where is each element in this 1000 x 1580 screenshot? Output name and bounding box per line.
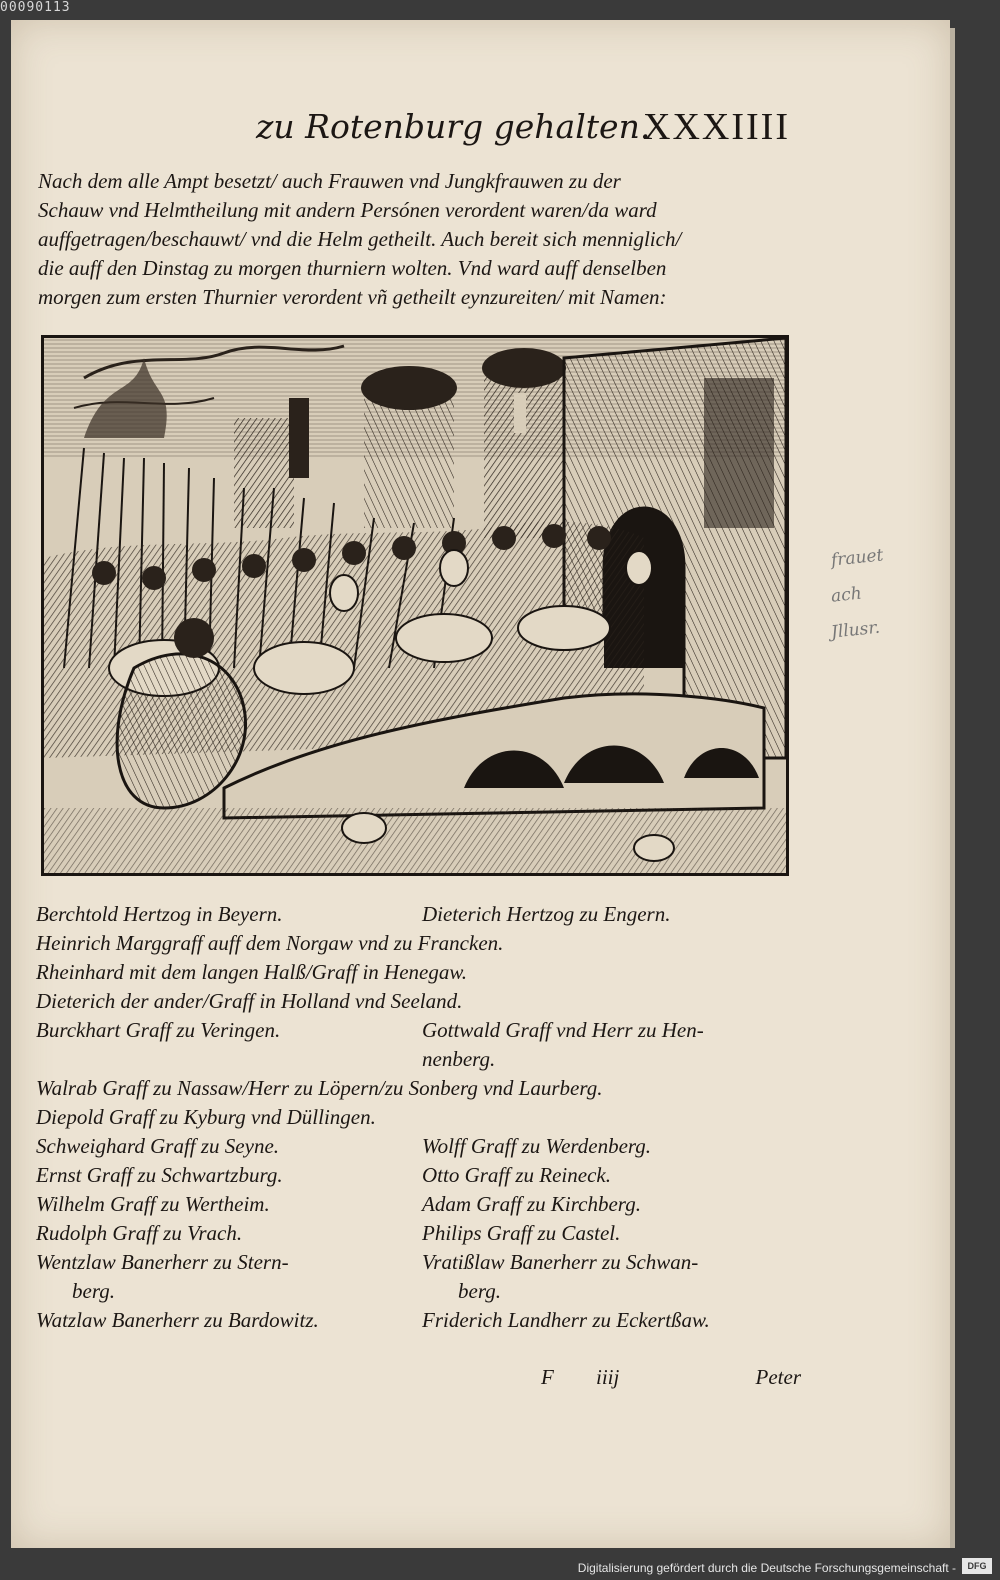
name-left: Wilhelm Graff zu Wertheim. bbox=[36, 1192, 270, 1216]
name-row bbox=[36, 1190, 806, 1219]
running-title: zu Rotenburg gehalten. bbox=[256, 107, 651, 146]
name-row bbox=[36, 1132, 806, 1161]
name-right: Gottwald Graff vnd Herr zu Hen- bbox=[422, 1018, 704, 1042]
name-row bbox=[36, 900, 806, 929]
folio-number: XXXIIII bbox=[643, 106, 790, 148]
marginal-note: Jllusr. bbox=[830, 617, 881, 643]
name-row bbox=[36, 929, 806, 958]
signature-number: iiij bbox=[596, 1365, 620, 1389]
name-full: Diepold Graff zu Kyburg vnd Düllingen. bbox=[36, 1105, 376, 1129]
intro-paragraph bbox=[38, 167, 800, 312]
name-right: Philips Graff zu Castel. bbox=[422, 1221, 621, 1245]
marginal-note: ach bbox=[830, 583, 863, 607]
page bbox=[11, 20, 950, 1548]
intro-line: Schauw vnd Helmtheilung mit andern Persónen verordent waren/da ward bbox=[38, 198, 657, 222]
woodcut-image bbox=[44, 338, 786, 873]
name-full: Walrab Graff zu Nassaw/Herr zu Löpern/zu Sonberg vnd Laurberg. bbox=[36, 1076, 603, 1100]
name-left: Wentzlaw Banerherr zu Stern- bbox=[36, 1250, 289, 1274]
name-row bbox=[36, 1306, 806, 1335]
page-edge bbox=[950, 28, 955, 1548]
name-row bbox=[36, 958, 806, 987]
name-right: Adam Graff zu Kirchberg. bbox=[422, 1192, 641, 1216]
name-left: Burckhart Graff zu Veringen. bbox=[36, 1018, 281, 1042]
signature-mark: F bbox=[541, 1365, 554, 1389]
name-row bbox=[36, 1161, 806, 1190]
running-head bbox=[11, 105, 950, 155]
scan-id: 00090113 bbox=[0, 0, 71, 15]
name-row bbox=[36, 1219, 806, 1248]
name-right: berg. bbox=[458, 1279, 501, 1303]
tournament-names bbox=[36, 900, 806, 1335]
name-left: Berchtold Hertzog in Beyern. bbox=[36, 902, 283, 926]
name-right: Vratißlaw Banerherr zu Schwan- bbox=[422, 1250, 699, 1274]
marginalia bbox=[831, 540, 883, 648]
name-left: Rudolph Graff zu Vrach. bbox=[36, 1221, 243, 1245]
name-row bbox=[36, 1074, 806, 1103]
name-row bbox=[36, 1045, 806, 1074]
intro-line: die auff den Dinstag zu morgen thurniern wolten. Vnd ward auff denselben bbox=[38, 256, 667, 280]
intro-line: morgen zum ersten Thurnier verordent vñ getheilt eynzureiten/ mit Namen: bbox=[38, 285, 667, 309]
catchword: Peter bbox=[755, 1365, 801, 1389]
name-left bbox=[36, 1045, 422, 1074]
name-right: nenberg. bbox=[422, 1047, 496, 1071]
dfg-logo-icon: DFG bbox=[962, 1558, 992, 1574]
name-right: Friderich Landherr zu Eckertßaw. bbox=[422, 1308, 710, 1332]
name-full: Rheinhard mit dem langen Halß/Graff in Henegaw. bbox=[36, 960, 468, 984]
marginal-note: frauet bbox=[830, 545, 885, 571]
name-right: Dieterich Hertzog zu Engern. bbox=[422, 902, 671, 926]
name-full: Heinrich Marggraff auff dem Norgaw vnd zu Francken. bbox=[36, 931, 504, 955]
name-left: Watzlaw Banerherr zu Bardowitz. bbox=[36, 1308, 319, 1332]
name-left: Ernst Graff zu Schwartzburg. bbox=[36, 1163, 283, 1187]
intro-line: auffgetragen/beschauwt/ vnd die Helm getheilt. Auch bereit sich menniglich/ bbox=[38, 227, 682, 251]
name-right: Otto Graff zu Reineck. bbox=[422, 1163, 611, 1187]
name-right: Wolff Graff zu Werdenberg. bbox=[422, 1134, 652, 1158]
name-left: berg. bbox=[72, 1279, 115, 1303]
name-left: Schweighard Graff zu Seyne. bbox=[36, 1134, 280, 1158]
credit-text: Digitalisierung gefördert durch die Deutsche Forschungsgemeinschaft - bbox=[577, 1561, 956, 1575]
intro-line: Nach dem alle Ampt besetzt/ auch Frauwen vnd Jungkfrauwen zu der bbox=[38, 169, 621, 193]
name-row bbox=[36, 1248, 806, 1277]
name-row bbox=[36, 1277, 806, 1306]
page-footer bbox=[36, 1365, 801, 1395]
name-row bbox=[36, 987, 806, 1016]
name-full: Dieterich der ander/Graff in Holland vnd Seeland. bbox=[36, 989, 463, 1013]
name-row bbox=[36, 1103, 806, 1132]
name-row bbox=[36, 1016, 806, 1045]
woodcut-illustration bbox=[41, 335, 789, 876]
